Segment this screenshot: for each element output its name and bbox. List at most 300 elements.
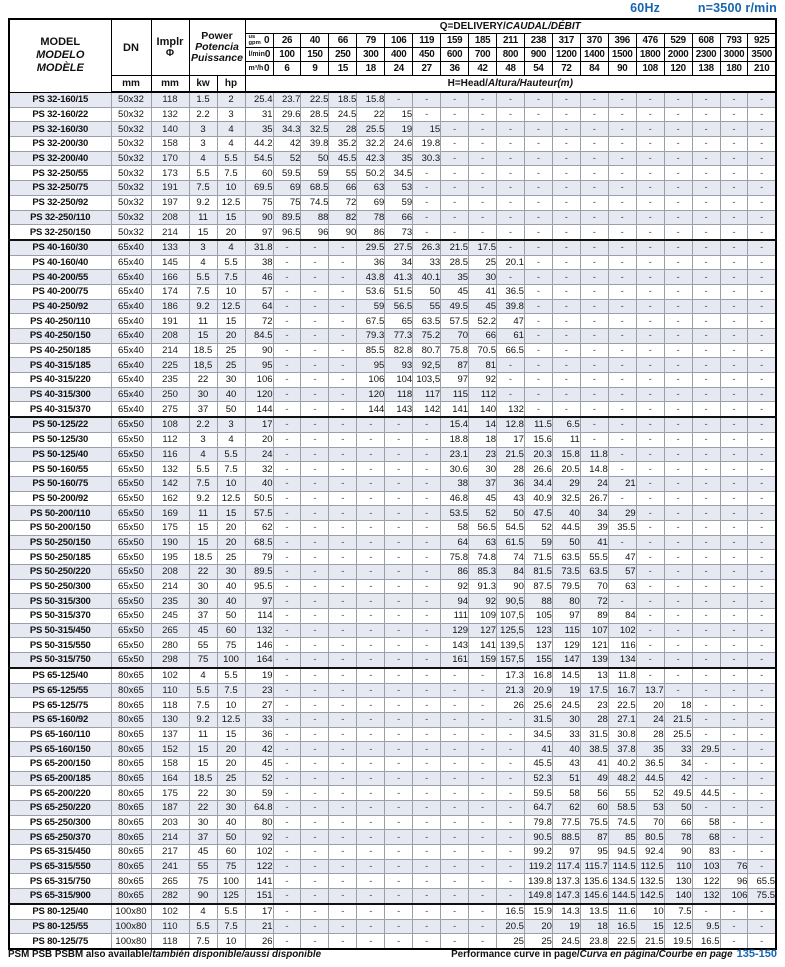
head-value: - — [580, 107, 608, 122]
head-value: 80.5 — [636, 830, 664, 845]
head-value: 63.5 — [580, 565, 608, 580]
head-value: - — [301, 358, 329, 373]
head-value: 42 — [664, 771, 692, 786]
head-value: - — [720, 845, 748, 860]
head-value: 12.5 — [664, 919, 692, 934]
head-value: - — [273, 845, 301, 860]
frequency-label: 60Hz — [630, 1, 661, 15]
flow-value: 800 — [497, 48, 525, 62]
head-value: - — [301, 712, 329, 727]
head-value: - — [748, 712, 776, 727]
head-value: - — [413, 683, 441, 698]
head-value: 26.7 — [580, 491, 608, 506]
head-value: - — [636, 432, 664, 447]
head-value: - — [608, 594, 636, 609]
head-value: - — [720, 181, 748, 196]
head-value: 43 — [552, 756, 580, 771]
head-value: - — [580, 166, 608, 181]
head-value: 59.5 — [524, 786, 552, 801]
power-hp-value: 7.5 — [217, 919, 245, 934]
head-value: - — [273, 520, 301, 535]
head-value: - — [413, 166, 441, 181]
dn-value: 65x50 — [111, 476, 151, 491]
head-value: - — [720, 210, 748, 225]
dn-value: 80x65 — [111, 698, 151, 713]
head-value: 36 — [497, 476, 525, 491]
head-value: - — [552, 270, 580, 285]
impeller-value: 245 — [151, 609, 189, 624]
dn-value: 65x40 — [111, 387, 151, 402]
head-value: - — [636, 623, 664, 638]
head-value: - — [301, 668, 329, 683]
head-value: - — [636, 668, 664, 683]
power-hp-value: 20 — [217, 225, 245, 240]
model-cell: PS 50-250/150 — [9, 535, 111, 550]
head-value: - — [329, 535, 357, 550]
head-value: - — [357, 550, 385, 565]
delivery-title — [245, 19, 776, 34]
head-value: 49 — [580, 771, 608, 786]
head-value: - — [497, 859, 525, 874]
flow-value: 2300 — [692, 48, 720, 62]
head-value: - — [329, 756, 357, 771]
head-value: - — [357, 815, 385, 830]
impeller-value: 132 — [151, 107, 189, 122]
power-kw-value: 3 — [189, 240, 217, 255]
head-value: - — [552, 299, 580, 314]
head-value: - — [692, 417, 720, 432]
head-value: - — [273, 668, 301, 683]
dn-value: 65x40 — [111, 255, 151, 270]
power-hp-value: 5.5 — [217, 668, 245, 683]
head-value: 97 — [245, 225, 273, 240]
head-value: 17 — [497, 432, 525, 447]
head-value: 15.8 — [357, 92, 385, 107]
head-value: 27.1 — [608, 712, 636, 727]
power-kw-value: 45 — [189, 623, 217, 638]
head-value: 56 — [580, 786, 608, 801]
power-header-line: Power — [201, 30, 233, 42]
head-value: 23.7 — [273, 92, 301, 107]
impeller-value: 187 — [151, 801, 189, 816]
head-value: - — [273, 387, 301, 402]
head-value: 149.8 — [524, 889, 552, 904]
head-value: - — [329, 329, 357, 344]
head-value: - — [748, 742, 776, 757]
impeller-value: 108 — [151, 417, 189, 432]
impeller-value: 175 — [151, 520, 189, 535]
head-value: - — [720, 432, 748, 447]
power-kw-value: 37 — [189, 830, 217, 845]
head-value: 84 — [608, 609, 636, 624]
impeller-value: 173 — [151, 166, 189, 181]
head-value: - — [329, 623, 357, 638]
head-value: - — [720, 609, 748, 624]
model-cell: PS 50-160/55 — [9, 462, 111, 477]
impeller-value: 170 — [151, 151, 189, 166]
head-value: 139.8 — [524, 874, 552, 889]
head-value: - — [469, 195, 497, 210]
head-value: 137.3 — [552, 874, 580, 889]
head-value: - — [748, 565, 776, 580]
head-value: - — [469, 742, 497, 757]
head-value: 52 — [469, 506, 497, 521]
head-value: - — [748, 579, 776, 594]
flow-value: 700 — [469, 48, 497, 62]
dn-value: 80x65 — [111, 859, 151, 874]
head-value: - — [748, 845, 776, 860]
head-value: 68.5 — [301, 181, 329, 196]
head-value: - — [664, 387, 692, 402]
head-value: 58 — [692, 815, 720, 830]
head-value: 30 — [469, 462, 497, 477]
head-value: - — [413, 771, 441, 786]
head-value: - — [664, 151, 692, 166]
head-value: - — [441, 756, 469, 771]
power-hp-value: 7.5 — [217, 462, 245, 477]
head-value: 120 — [357, 387, 385, 402]
head-value: - — [441, 712, 469, 727]
head-value: 37 — [469, 476, 497, 491]
head-value: 28 — [329, 122, 357, 137]
head-value: 19 — [385, 122, 413, 137]
head-value: 17.5 — [580, 683, 608, 698]
flow-zero-value: 0 — [263, 35, 270, 46]
impeller-value: 118 — [151, 92, 189, 107]
head-value: - — [692, 373, 720, 388]
head-value: - — [636, 151, 664, 166]
head-value: - — [608, 107, 636, 122]
head-value: - — [524, 181, 552, 196]
head-value: - — [748, 270, 776, 285]
head-value: - — [357, 623, 385, 638]
head-value: - — [385, 845, 413, 860]
head-value: 89.5 — [245, 565, 273, 580]
head-value: 24 — [580, 476, 608, 491]
table-row — [9, 771, 776, 786]
head-value: - — [497, 181, 525, 196]
head-value: - — [636, 314, 664, 329]
head-value: - — [413, 462, 441, 477]
head-value: 115 — [441, 387, 469, 402]
head-value: - — [664, 447, 692, 462]
head-value: - — [441, 166, 469, 181]
head-value: 40 — [552, 506, 580, 521]
power-kw-value: 3 — [189, 122, 217, 137]
head-value: 25.6 — [524, 698, 552, 713]
head-value: - — [385, 934, 413, 949]
flow-unit-cell — [245, 48, 273, 62]
head-value: 24.5 — [552, 934, 580, 949]
power-kw-value: 4 — [189, 668, 217, 683]
head-value: - — [692, 594, 720, 609]
head-value: - — [273, 712, 301, 727]
head-value: 79.8 — [524, 815, 552, 830]
head-value: 119.2 — [524, 859, 552, 874]
head-value: - — [469, 727, 497, 742]
table-row — [9, 815, 776, 830]
impeller-value: 145 — [151, 255, 189, 270]
head-value: - — [413, 698, 441, 713]
head-value: - — [524, 240, 552, 255]
head-value: - — [636, 240, 664, 255]
head-value: - — [441, 815, 469, 830]
head-value: 15 — [413, 122, 441, 137]
head-value: - — [497, 845, 525, 860]
head-value: - — [385, 432, 413, 447]
head-value: 50 — [497, 506, 525, 521]
head-value: 65.5 — [748, 874, 776, 889]
dn-value: 80x65 — [111, 874, 151, 889]
head-value: 120 — [245, 387, 273, 402]
head-value: - — [497, 742, 525, 757]
head-value: 36 — [357, 255, 385, 270]
head-value: - — [748, 727, 776, 742]
head-value: 53 — [636, 801, 664, 816]
head-value: - — [524, 166, 552, 181]
head-value: - — [301, 742, 329, 757]
flow-value: 608 — [692, 34, 720, 48]
head-value: 66.5 — [497, 343, 525, 358]
head-value: 40.2 — [608, 756, 636, 771]
head-value: 30.6 — [441, 462, 469, 477]
head-value: 55 — [608, 786, 636, 801]
impeller-value: 102 — [151, 668, 189, 683]
head-value: - — [608, 195, 636, 210]
head-value: - — [692, 771, 720, 786]
head-value: 36.5 — [636, 756, 664, 771]
power-hp-value: 20 — [217, 329, 245, 344]
head-value: - — [301, 520, 329, 535]
head-value: - — [497, 270, 525, 285]
head-value: 102 — [608, 623, 636, 638]
head-value: 144 — [245, 402, 273, 417]
head-value: 46 — [245, 270, 273, 285]
head-value: - — [664, 402, 692, 417]
head-value: - — [357, 874, 385, 889]
head-value: - — [524, 284, 552, 299]
power-hp-value: 4 — [217, 137, 245, 152]
head-value: - — [413, 756, 441, 771]
impeller-label: Implr — [156, 35, 184, 48]
power-kw-value: 2.2 — [189, 417, 217, 432]
head-value: - — [552, 166, 580, 181]
head-value: 161 — [441, 653, 469, 668]
head-value: - — [357, 520, 385, 535]
head-value: - — [497, 874, 525, 889]
table-row — [9, 358, 776, 373]
power-header-line: Puissance — [191, 52, 243, 64]
head-value: 94 — [441, 594, 469, 609]
head-value: - — [301, 683, 329, 698]
head-value: 125,5 — [497, 623, 525, 638]
head-value: - — [441, 683, 469, 698]
head-value: 31.5 — [524, 712, 552, 727]
head-value: 130 — [664, 874, 692, 889]
dn-value: 65x40 — [111, 373, 151, 388]
head-value: - — [720, 299, 748, 314]
head-value: - — [301, 550, 329, 565]
head-value: - — [273, 874, 301, 889]
head-value: 75 — [245, 195, 273, 210]
model-cell: PS 40-200/75 — [9, 284, 111, 299]
head-value: 52.2 — [469, 314, 497, 329]
head-value: 63 — [608, 579, 636, 594]
head-value: - — [748, 181, 776, 196]
head-value: 65 — [385, 314, 413, 329]
head-value: - — [469, 225, 497, 240]
head-value: - — [580, 137, 608, 152]
head-value: 66 — [329, 181, 357, 196]
head-value: - — [720, 270, 748, 285]
flow-unit-cell — [245, 34, 273, 48]
head-value: - — [748, 830, 776, 845]
head-value: - — [664, 462, 692, 477]
head-value: - — [385, 756, 413, 771]
column-header-impeller — [151, 19, 189, 76]
head-value: 112.5 — [636, 859, 664, 874]
flow-value: 120 — [664, 62, 692, 76]
head-value: 25.5 — [664, 727, 692, 742]
dn-value: 65x50 — [111, 653, 151, 668]
head-value: - — [301, 387, 329, 402]
head-value: - — [441, 889, 469, 904]
head-value: 74.5 — [301, 195, 329, 210]
head-value: 53.5 — [441, 506, 469, 521]
head-value: - — [664, 299, 692, 314]
head-value: - — [273, 284, 301, 299]
power-kw-value: 30 — [189, 387, 217, 402]
head-value: 75.2 — [413, 329, 441, 344]
impeller-value: 225 — [151, 358, 189, 373]
head-value: - — [273, 402, 301, 417]
power-kw-value: 7.5 — [189, 476, 217, 491]
head-value: - — [748, 859, 776, 874]
flow-value: 106 — [385, 34, 413, 48]
impeller-value: 235 — [151, 594, 189, 609]
head-value: - — [552, 181, 580, 196]
head-value: - — [301, 329, 329, 344]
head-value: 52 — [636, 786, 664, 801]
head-value: - — [692, 387, 720, 402]
head-value: - — [273, 432, 301, 447]
head-value: - — [608, 270, 636, 285]
head-value: - — [357, 506, 385, 521]
head-value: 80.7 — [413, 343, 441, 358]
head-value: 39.8 — [497, 299, 525, 314]
power-hp-value: 12.5 — [217, 712, 245, 727]
model-cell: PS 32-160/30 — [9, 122, 111, 137]
head-value: 28 — [497, 462, 525, 477]
head-value: 11.5 — [524, 417, 552, 432]
head-value: 75.5 — [580, 815, 608, 830]
head-value: 72 — [245, 314, 273, 329]
head-value: - — [664, 683, 692, 698]
head-value: - — [580, 329, 608, 344]
head-value: 52 — [273, 151, 301, 166]
table-row — [9, 889, 776, 904]
head-value: - — [329, 491, 357, 506]
head-value: - — [497, 195, 525, 210]
head-value: - — [608, 343, 636, 358]
head-value: - — [580, 255, 608, 270]
head-value: - — [748, 417, 776, 432]
head-value: 58 — [552, 786, 580, 801]
head-value: 32.5 — [552, 491, 580, 506]
head-value: - — [720, 683, 748, 698]
dn-value: 80x65 — [111, 771, 151, 786]
power-hp-value: 10 — [217, 181, 245, 196]
head-value: 22.5 — [608, 934, 636, 949]
table-row — [9, 240, 776, 255]
head-value: - — [469, 889, 497, 904]
head-value: - — [469, 874, 497, 889]
head-value: - — [301, 623, 329, 638]
dn-value: 80x65 — [111, 683, 151, 698]
head-value: 89.5 — [273, 210, 301, 225]
model-cell: PS 50-315/550 — [9, 638, 111, 653]
pump-performance-table — [8, 18, 777, 950]
column-header-power — [189, 19, 245, 76]
head-value: - — [301, 771, 329, 786]
head-value: - — [385, 417, 413, 432]
impeller-phi-symbol: Φ — [165, 47, 175, 59]
head-value: - — [580, 284, 608, 299]
head-value: - — [413, 491, 441, 506]
flow-unit-label: us gpm — [248, 34, 261, 46]
dn-value: 100x80 — [111, 904, 151, 919]
dn-value: 65x50 — [111, 594, 151, 609]
model-cell: PS 50-315/300 — [9, 594, 111, 609]
head-value: - — [720, 623, 748, 638]
table-row — [9, 476, 776, 491]
impeller-value: 118 — [151, 698, 189, 713]
head-value: - — [413, 92, 441, 107]
head-value: - — [301, 815, 329, 830]
power-kw-value: 15 — [189, 535, 217, 550]
head-value: - — [385, 786, 413, 801]
model-cell: PS 50-250/220 — [9, 565, 111, 580]
head-value: 143 — [385, 402, 413, 417]
head-value: - — [329, 771, 357, 786]
dn-value: 65x40 — [111, 329, 151, 344]
head-value: - — [301, 859, 329, 874]
power-kw-value: 4 — [189, 904, 217, 919]
head-value: 63 — [469, 535, 497, 550]
power-hp-value: 30 — [217, 801, 245, 816]
head-value: - — [301, 801, 329, 816]
head-value: 81.5 — [524, 565, 552, 580]
head-value: 77.3 — [385, 329, 413, 344]
flow-value: 450 — [413, 48, 441, 62]
head-value: 140 — [469, 402, 497, 417]
head-value: - — [524, 151, 552, 166]
head-value: 58.5 — [608, 801, 636, 816]
head-value: - — [552, 195, 580, 210]
head-value: - — [413, 609, 441, 624]
table-row — [9, 92, 776, 107]
head-value: 89 — [580, 609, 608, 624]
head-value: 41 — [524, 742, 552, 757]
head-value: 147 — [552, 653, 580, 668]
head-value: - — [636, 329, 664, 344]
head-value: - — [720, 462, 748, 477]
head-value: 9.5 — [692, 919, 720, 934]
flow-value: 84 — [580, 62, 608, 76]
head-value: - — [357, 859, 385, 874]
head-value: - — [469, 166, 497, 181]
head-value: 16.8 — [524, 668, 552, 683]
